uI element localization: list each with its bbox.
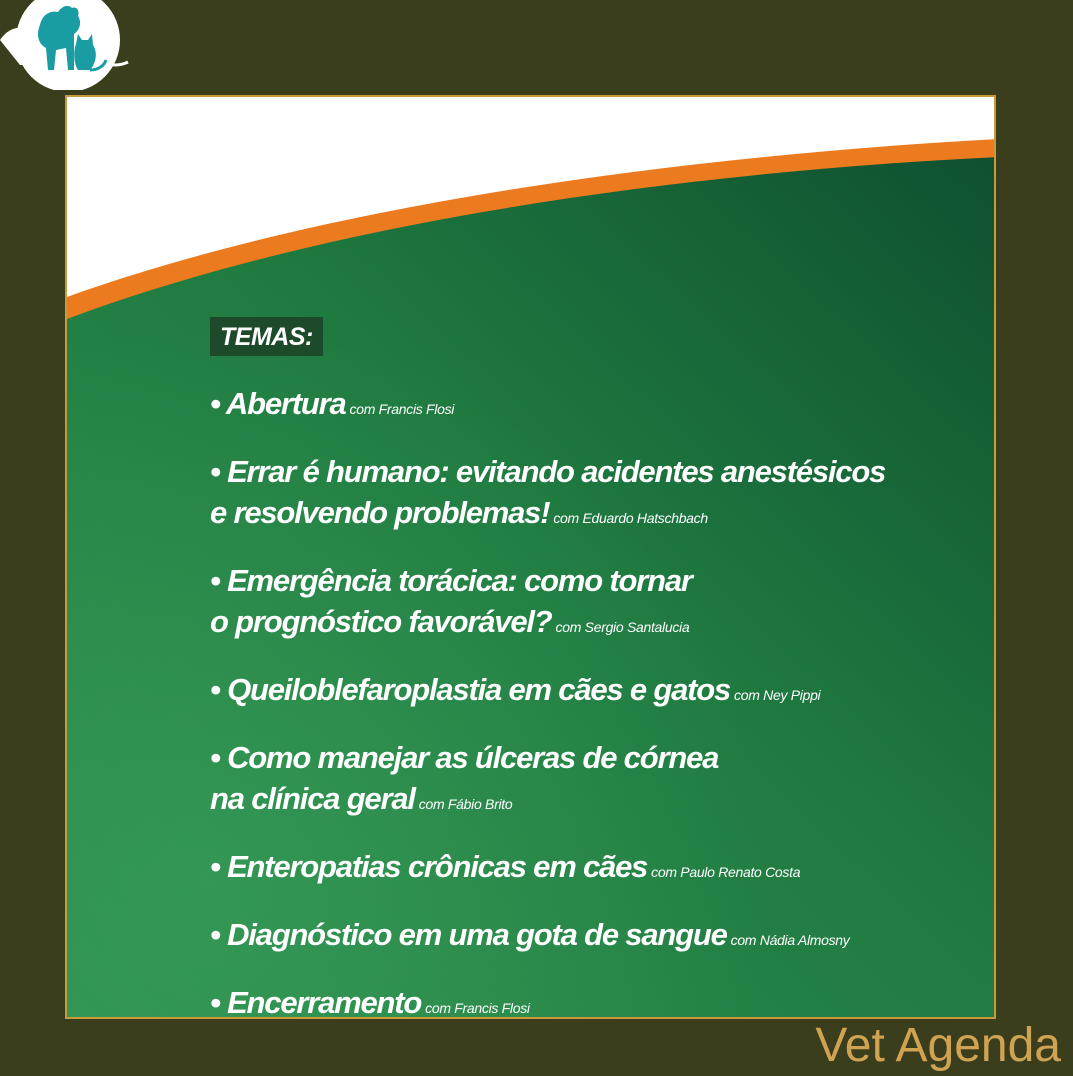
topic-title-cont: na clínica geral bbox=[210, 781, 415, 816]
topic-speaker: com Nádia Almosny bbox=[730, 932, 850, 948]
topic-speaker: com Fábio Brito bbox=[418, 796, 513, 812]
topic-speaker: com Sergio Santalucia bbox=[555, 619, 690, 635]
topic-speaker: com Francis Flosi bbox=[349, 401, 455, 417]
topic-title: • Emergência torácica: como tornar bbox=[210, 563, 692, 598]
topic-item bbox=[210, 914, 970, 961]
dog-and-cat-logo-icon bbox=[0, 0, 130, 90]
topic-title: • Enteropatias crônicas em cães bbox=[210, 849, 648, 884]
topic-item bbox=[210, 846, 970, 893]
topics-list bbox=[210, 383, 970, 1019]
topic-item bbox=[210, 982, 970, 1019]
topic-speaker: com Paulo Renato Costa bbox=[651, 864, 801, 880]
topic-speaker: com Ney Pippi bbox=[734, 687, 821, 703]
topic-speaker: com Eduardo Hatschbach bbox=[553, 510, 708, 526]
topic-title: • Encerramento bbox=[210, 985, 422, 1019]
topic-title: • Queiloblefaroplastia em cães e gatos bbox=[210, 672, 731, 707]
topic-item bbox=[210, 383, 970, 430]
topic-title: • Como manejar as úlceras de córnea bbox=[210, 740, 719, 775]
topic-item bbox=[210, 560, 970, 648]
topic-title-cont: e resolvendo problemas! bbox=[210, 495, 550, 530]
topic-item bbox=[210, 737, 970, 825]
topic-item bbox=[210, 451, 970, 539]
topic-title: • Diagnóstico em uma gota de sangue bbox=[210, 917, 727, 952]
brand-watermark: Vet Agenda bbox=[815, 1019, 1061, 1072]
topic-item bbox=[210, 669, 970, 716]
event-topics-card bbox=[65, 95, 996, 1019]
topic-speaker: com Francis Flosi bbox=[425, 1000, 530, 1016]
topic-title-cont: o prognóstico favorável? bbox=[210, 604, 552, 639]
topic-title: • Errar é humano: evitando acidentes anestésicos bbox=[210, 454, 886, 489]
topic-title: • Abertura bbox=[210, 386, 346, 421]
topics-heading: TEMAS: bbox=[210, 317, 323, 356]
